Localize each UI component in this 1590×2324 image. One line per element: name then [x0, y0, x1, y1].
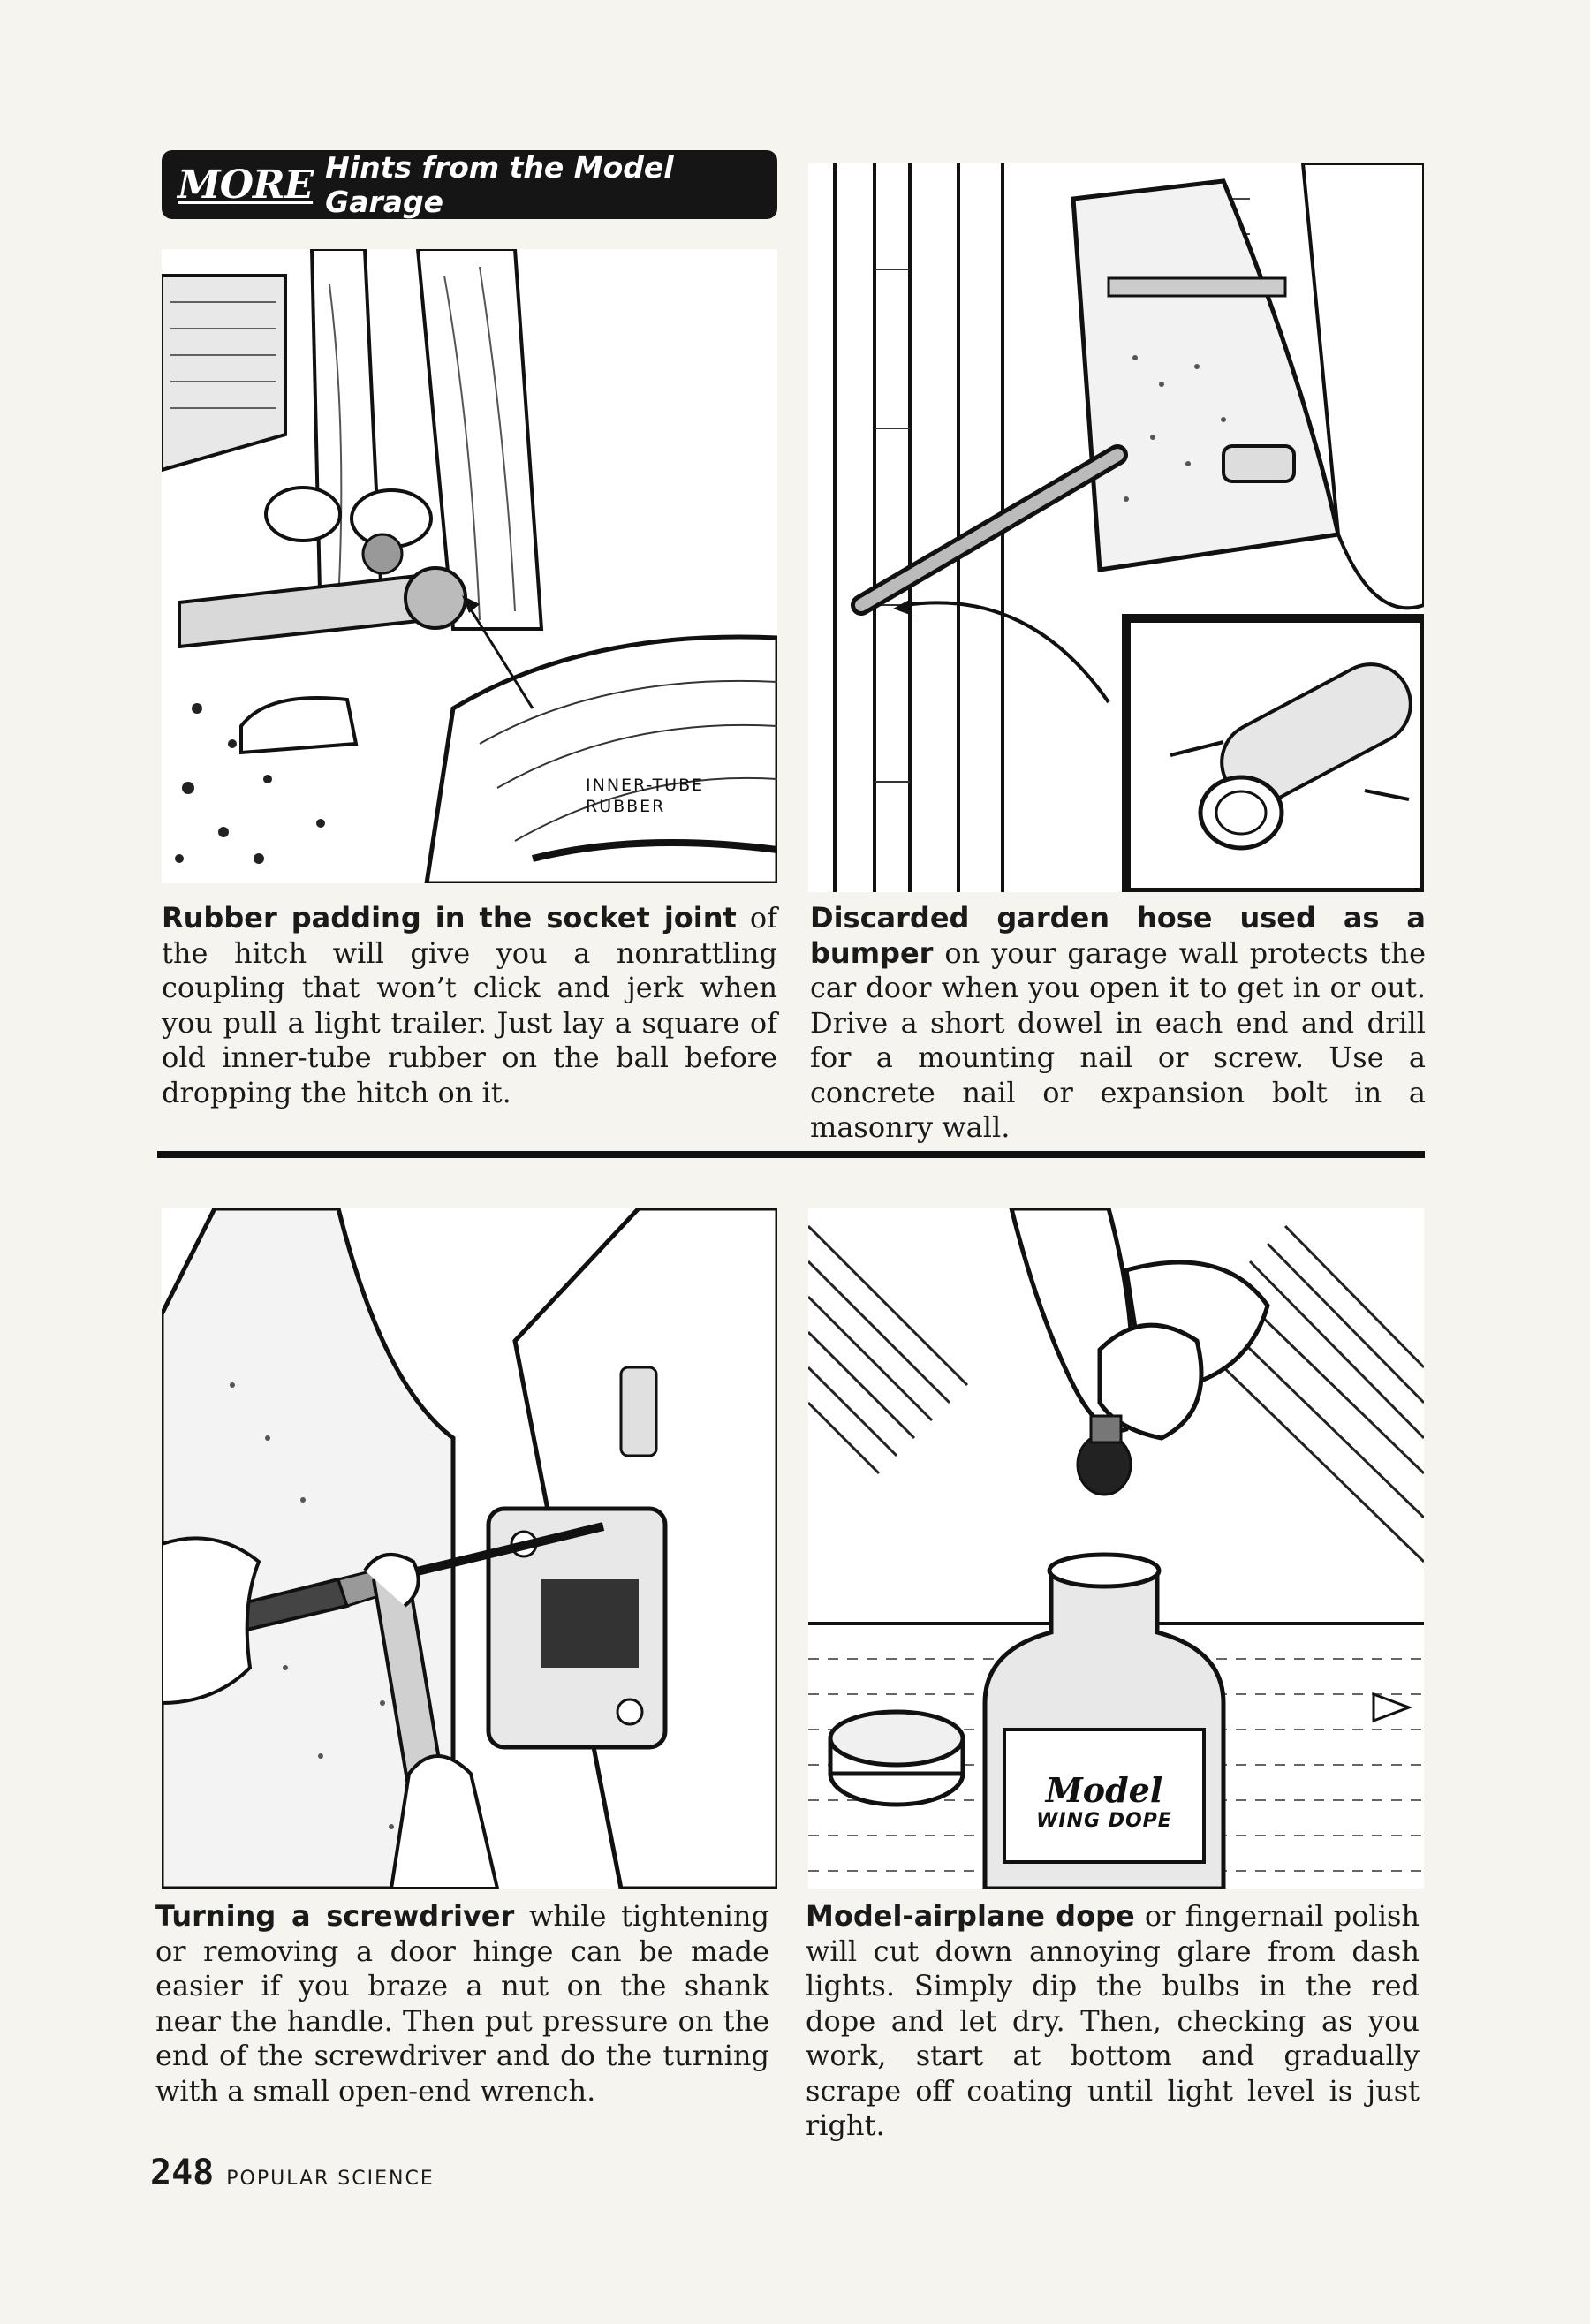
screwdriver-drawing	[162, 1208, 777, 1889]
publication-name: POPULAR SCIENCE	[226, 2168, 435, 2190]
screwdriver-caption-body: while tightening or removing a door hinge can be made easier if you braze a nut on the shank near the handle. Then put pressure on the end of the screwdriver and do the turning with a small open-end wrench.	[155, 1899, 770, 2108]
banner-title: Hints from the Model Garage	[325, 150, 674, 219]
hose-caption	[810, 901, 1426, 1146]
bottle-label-brand: Model	[1045, 1770, 1163, 1810]
hose-caption-lead: Discarded garden hose used as a bumper	[810, 901, 1426, 970]
hitch-caption-lead: Rubber padding in the socket joint	[162, 901, 737, 935]
inner-tube-callout	[586, 775, 704, 817]
page-number: 248	[150, 2153, 215, 2193]
hose-bumper-illustration	[808, 163, 1424, 892]
section-banner	[162, 150, 777, 219]
hose-bumper-drawing	[808, 163, 1424, 892]
screwdriver-caption	[155, 1899, 769, 2108]
dope-caption-body: or fingernail polish will cut down annoying glare from dash lights. Simply dip the bulbs in the red dope and let dry. Then, checking as you work, start at bottom and gradually scrape off coating until light level is just right.	[806, 1899, 1420, 2142]
bottle-label	[1007, 1771, 1201, 1832]
page-folio	[150, 2153, 435, 2193]
hitch-caption-body: of the hitch will give you a nonrattling coupling that won’t click and jerk when you pull a light trailer. Just lay a square of old inner-tube rubber on the ball before dropping the hitch on it.	[162, 901, 778, 1109]
dope-caption-lead: Model-airplane dope	[806, 1899, 1135, 1933]
screwdriver-caption-lead: Turning a screwdriver	[155, 1899, 515, 1933]
dope-caption	[806, 1899, 1420, 2144]
hose-caption-body: on your garage wall protects the car door when you open it to get in or out. Drive a short dowel in each end and drill for a mounting nail or screw. Use a concrete nail or expansion bolt in a masonry wall.	[810, 935, 1426, 1144]
banner-prefix: MORE	[178, 162, 314, 208]
hitch-caption	[162, 901, 777, 1110]
section-divider	[157, 1151, 1425, 1158]
screwdriver-illustration	[162, 1208, 777, 1889]
callout-line-1: INNER-TUBE	[586, 776, 705, 795]
callout-line-2: RUBBER	[586, 797, 666, 816]
bottle-label-product: WING DOPE	[1036, 1810, 1172, 1832]
